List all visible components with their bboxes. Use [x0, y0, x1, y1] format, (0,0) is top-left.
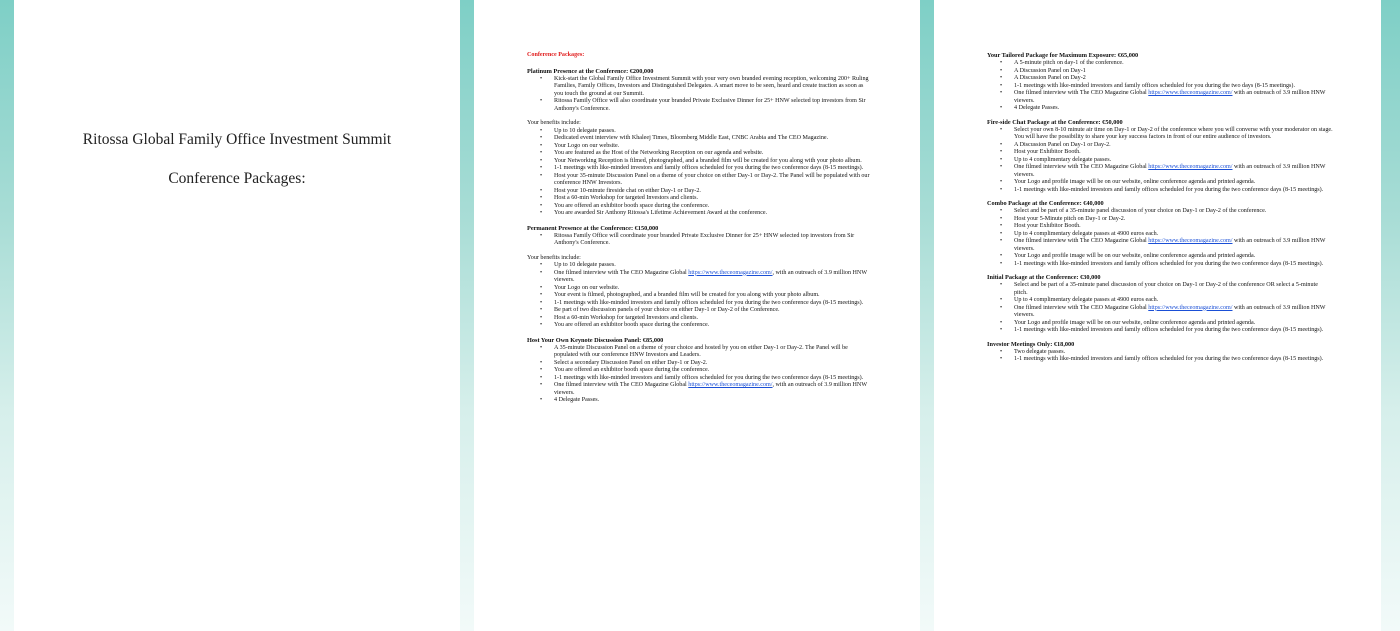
list-item: • Your event is filmed, photographed, and a branded film will be created for you along with your photo album. [554, 292, 872, 300]
keynote-title: Host Your Own Keynote Discussion Panel: €85,000 [527, 336, 664, 344]
list-item-text: with an outreach of 3.9 million HNW viewers. [1014, 304, 1326, 318]
list-item-text: with an outreach of 3.9 million HNW viewers. [1014, 164, 1326, 178]
list-item: • 1-1 meetings with like-minded investors and family offices scheduled for you during the two conference days (8-15 meetings). [554, 300, 872, 308]
list-item: • You are awarded Sir Anthony Ritossa's Lifetime Achievement Award at the conference. [554, 210, 872, 218]
ceo-magazine-link[interactable]: https://www.theceomagazine.com/ [1148, 238, 1233, 244]
packages-page-1 [474, 0, 920, 631]
list-item: • Your Logo and profile image will be on our website, online conference agenda and printed agenda. [1014, 179, 1333, 187]
list-item: • Up to 10 delegate passes. [554, 262, 872, 270]
list-item: • Your Logo on our website. [554, 285, 872, 293]
list-item-text: One filmed interview with The CEO Magazine Global [1014, 90, 1149, 96]
list-item: • Host your 35-minute Discussion Panel on a theme of your choice on either Day-1 or Day-2. The Panel will be populated with our conference HNW Investors. [554, 173, 872, 188]
tailored-benefits-list [987, 60, 1333, 113]
list-item: • Kick-start the Global Family Office Investment Summit with your very own branded evening reception, welcoming 200+ Ruling Families, Family Offices, Investors and Distinguished Delegates. A smart move to be seen, heard and create traction as soon as you touch the ground at our Summit. [554, 76, 872, 99]
list-item: • Host your 5-Minute pitch on Day-1 or Day-2. [1014, 216, 1333, 224]
list-item: • 1-1 meetings with like-minded investors and family offices scheduled for you during the two conference days (8-15 meetings). [554, 375, 872, 383]
list-item: • Select a secondary Discussion Panel on either Day-1 or Day-2. [554, 360, 872, 368]
investor-title: Investor Meetings Only: €18,000 [987, 340, 1075, 348]
list-item-text: , with an outreach of 3.9 million HNW viewers. [554, 269, 867, 283]
document-body [527, 52, 872, 405]
initial-benefits-list [987, 282, 1333, 335]
list-item: • 4 Delegate Passes. [554, 397, 872, 405]
cover-title: Ritossa Global Family Office Investment Summit [82, 131, 392, 148]
initial-title: Initial Package at the Conference: €30,000 [987, 274, 1101, 281]
platinum-intro-list [527, 76, 872, 114]
fireside-benefits-list [987, 127, 1333, 195]
ceo-magazine-link[interactable]: https://www.theceomagazine.com/ [1148, 164, 1233, 170]
list-item: • Select your own 8-10 minute air time on Day-1 or Day-2 of the conference where you will converse with your moderator on stage. You will have the possibility to share your key success factors in front of our entire audience of investors. [1014, 127, 1333, 142]
list-item: • 1-1 meetings with like-minded investors and family offices scheduled for you during the two conference days (8-15 meetings). [554, 165, 872, 173]
list-item [1014, 238, 1333, 253]
list-item: • You are offered an exhibitor booth space during the conference. [554, 322, 872, 330]
list-item: • Select and be part of a 35-minute panel discussion of your choice on Day-1 or Day-2 of the conference OR select a 5-minute pitch. [1014, 282, 1333, 297]
list-item-text: One filmed interview with The CEO Magazine Global [554, 269, 689, 276]
list-item: • A Discussion Panel on Day-1 [1014, 68, 1333, 76]
list-item-text: One filmed interview with The CEO Magazine Global [1014, 304, 1149, 311]
list-item: • 4 Delegate Passes. [1014, 105, 1333, 113]
list-item [1014, 164, 1333, 179]
benefits-label: Your benefits include: [527, 254, 581, 261]
ceo-magazine-link[interactable]: https://www.theceomagazine.com/ [688, 382, 773, 388]
list-item: • 1-1 meetings with like-minded investors and family offices scheduled for you during the two conference days (8-15 meetings). [1014, 187, 1333, 195]
platinum-title: Platinum Presence at the Conference: €200,000 [527, 67, 654, 75]
list-item [1014, 90, 1333, 105]
list-item: • Up to 4 complimentary delegate passes at 4900 euros each. [1014, 231, 1333, 239]
list-item: • Host your Exhibitor Booth. [1014, 149, 1333, 157]
list-item: • Select and be part of a 35-minute panel discussion of your choice on Day-1 or Day-2 of the conference. [1014, 208, 1333, 216]
packages-page-2 [934, 0, 1381, 631]
list-item: • Host a 60-min Workshop for targeted Investors and clients. [554, 195, 872, 203]
cover-page [14, 0, 460, 631]
list-item: • Host your 10-minute fireside chat on either Day-1 or Day-2. [554, 188, 872, 196]
list-item: • 1-1 meetings with like-minded investors and family offices scheduled for you during the two conference days (8-15 meetings). [1014, 261, 1333, 269]
packages-heading: Conference Packages: [527, 52, 585, 58]
list-item-text: One filmed interview with The CEO Magazine Global [1014, 238, 1149, 244]
list-item: • Two delegate passes. [1014, 349, 1333, 357]
list-item: • Be part of two discussion panels of your choice on either Day-1 or Day-2 of the Conference. [554, 307, 872, 315]
list-item: • Your Logo and profile image will be on our website, online conference agenda and printed agenda. [1014, 320, 1333, 328]
list-item-text: , with an outreach of 3.9 million HNW viewers. [554, 382, 867, 396]
combo-benefits-list [987, 208, 1333, 268]
list-item: • Host your Exhibitor Booth. [1014, 223, 1333, 231]
combo-title: Combo Package at the Conference: €40,000 [987, 200, 1104, 207]
fireside-title: Fire-side Chat Package at the Conference: €50,000 [987, 118, 1123, 126]
permanent-title: Permanent Presence at the Conference: €150,000 [527, 224, 659, 232]
cover-subtitle: Conference Packages: [168, 170, 306, 187]
list-item: • 1-1 meetings with like-minded investors and family offices scheduled for you during the two conference days (8-15 meetings). [1014, 356, 1333, 364]
platinum-benefits-list [527, 128, 872, 218]
list-item: • A 5-minute pitch on day-1 of the conference. [1014, 60, 1333, 68]
investor-benefits-list [987, 349, 1333, 364]
list-item: • Your Logo and profile image will be on our website, online conference agenda and printed agenda. [1014, 253, 1333, 261]
list-item: • Your Logo on our website. [554, 143, 872, 151]
ceo-magazine-link[interactable]: https://www.theceomagazine.com/ [1148, 90, 1233, 96]
permanent-benefits-list [527, 262, 872, 330]
list-item: • Up to 4 complimentary delegate passes. [1014, 157, 1333, 165]
list-item-text: One filmed interview with The CEO Magazine Global [1014, 164, 1149, 170]
list-item [554, 382, 872, 397]
list-item: • Up to 10 delegate passes. [554, 128, 872, 136]
document-body [987, 52, 1333, 364]
list-item: • 1-1 meetings with like-minded investors and family offices scheduled for you during the two days (8-15 meetings). [1014, 83, 1333, 91]
list-item: • A Discussion Panel on Day-1 or Day-2. [1014, 142, 1333, 150]
list-item: • You are offered an exhibitor booth space during the conference. [554, 203, 872, 211]
list-item-text: One filmed interview with The CEO Magazine Global [554, 382, 689, 388]
list-item [1014, 305, 1333, 320]
tailored-title: Your Tailored Package for Maximum Exposure: €65,000 [987, 52, 1139, 59]
list-item-text: with an outreach of 3.9 million HNW viewers. [1014, 90, 1326, 104]
list-item: • Dedicated event interview with Khaleej Times, Bloomberg Middle East, CNBC Arabia and The CEO Magazine. [554, 135, 872, 143]
keynote-benefits-list [527, 345, 872, 405]
ceo-magazine-link[interactable]: https://www.theceomagazine.com/ [1148, 304, 1233, 311]
list-item: • You are offered an exhibitor booth space during the conference. [554, 367, 872, 375]
list-item: • Host a 60-min Workshop for targeted Investors and clients. [554, 315, 872, 323]
ceo-magazine-link[interactable]: https://www.theceomagazine.com/ [688, 269, 773, 276]
list-item: • Ritossa Family Office will coordinate your branded Private Exclusive Dinner for 25+ HNW selected top investors from Sir Anthony's Conference. [554, 233, 872, 248]
permanent-intro-list [527, 233, 872, 248]
list-item: • A 35-minute Discussion Panel on a theme of your choice and hosted by you on either Day-1 or Day-2. The Panel will be populated with our conference HNW Investors and Leaders. [554, 345, 872, 360]
list-item [554, 270, 872, 285]
list-item: • Up to 4 complimentary delegate passes at 4900 euros each. [1014, 297, 1333, 305]
list-item-text: with an outreach of 3.9 million HNW viewers. [1014, 238, 1326, 252]
benefits-label: Your benefits include: [527, 120, 581, 126]
list-item: • Your Networking Reception is filmed, photographed, and a branded film will be created for you along with your photo album. [554, 158, 872, 166]
list-item: • A Discussion Panel on Day-2 [1014, 75, 1333, 83]
list-item: • 1-1 meetings with like-minded investors and family offices scheduled for you during the two conference days (8-15 meetings). [1014, 327, 1333, 335]
list-item: • You are featured as the Host of the Networking Reception on our agenda and website. [554, 150, 872, 158]
list-item: • Ritossa Family Office will also coordinate your branded Private Exclusive Dinner for 25+ HNW selected top investors from Sir Anthony's Conference. [554, 98, 872, 113]
